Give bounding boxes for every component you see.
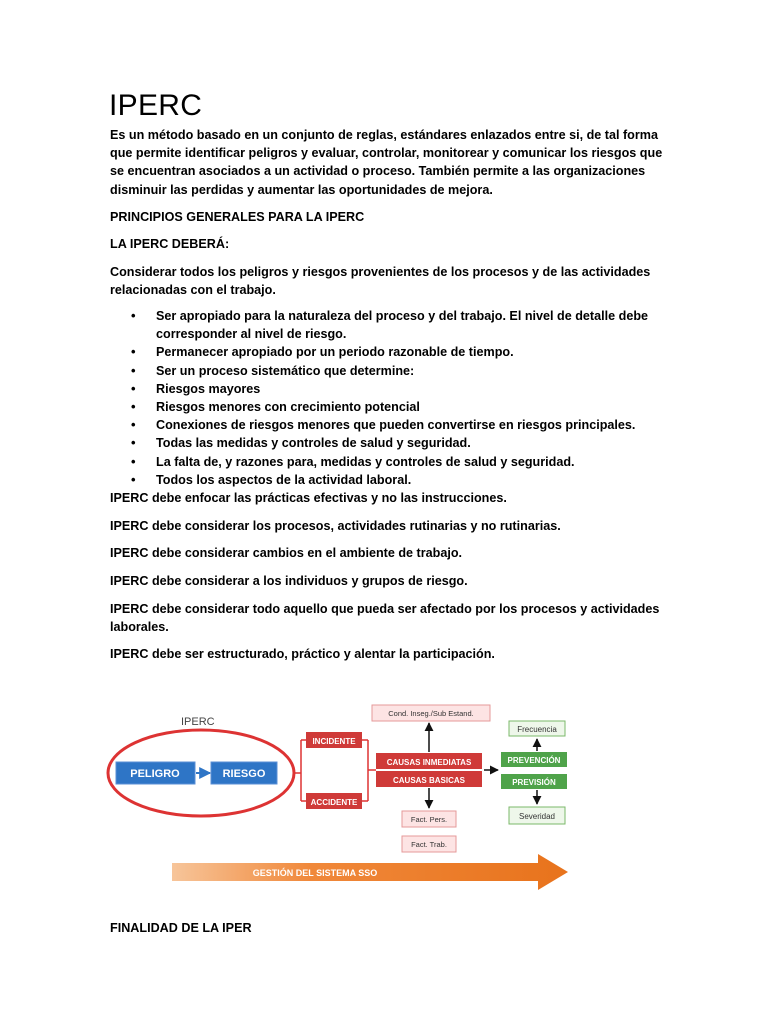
fact-trab-text: Fact. Trab. — [411, 840, 447, 849]
prevencion-text: PREVENCIÓN — [507, 756, 561, 765]
list-item: • Permanecer apropiado por un periodo razonable de tiempo. — [110, 343, 670, 361]
debera-heading: LA IPERC DEBERÁ: — [110, 237, 230, 251]
fact-pers-text: Fact. Pers. — [410, 815, 448, 824]
list-item: • Conexiones de riesgos menores que pueden convertirse en riesgos principales. — [110, 416, 670, 434]
statement: IPERC debe considerar a los individuos y grupos de riesgo. — [110, 574, 468, 588]
page-title: IPERC — [109, 89, 203, 122]
peligro-text: PELIGRO — [130, 768, 180, 780]
statement: IPERC debe considerar cambios en el ambiente de trabajo. — [110, 546, 463, 560]
considerar-paragraph: Considerar todos los peligros y riesgos provenientes de los procesos y de las actividades relacionadas con el trabajo. — [110, 265, 651, 298]
statement: IPERC debe enfocar las prácticas efectivas y no las instrucciones. — [110, 491, 507, 505]
iperc-diagram — [100, 700, 590, 900]
accidente-text: ACCIDENTE — [310, 798, 358, 807]
statement: IPERC debe ser estructurado, práctico y alentar la participación. — [110, 647, 495, 661]
list-item: • Ser un proceso sistemático que determine: — [110, 362, 670, 380]
diagram-label: IPERC — [181, 716, 215, 728]
list-item: • Riesgos mayores — [110, 380, 670, 398]
list-item: • Todos los aspectos de la actividad laboral. — [110, 471, 670, 489]
gestion-text: GESTIÓN DEL SISTEMA SSO — [252, 868, 378, 878]
principios-heading: PRINCIPIOS GENERALES PARA LA IPERC — [110, 210, 365, 224]
frecuencia-text: Frecuencia — [517, 725, 557, 734]
list-item: • Riesgos menores con crecimiento potencial — [110, 398, 670, 416]
finalidad-heading: FINALIDAD DE LA IPER — [110, 921, 252, 935]
list-item: • La falta de, y razones para, medidas y controles de salud y seguridad. — [110, 453, 670, 471]
severidad-text: Severidad — [518, 812, 556, 821]
statement: IPERC debe considerar todo aquello que pueda ser afectado por los procesos y actividades laborales. — [110, 602, 660, 635]
statement: IPERC debe considerar los procesos, actividades rutinarias y no rutinarias. — [110, 519, 561, 533]
list-item: • Ser apropiado para la naturaleza del proceso y del trabajo. El nivel de detalle debe corresponder al nivel de riesgo. — [110, 307, 670, 343]
causas-basicas-text: CAUSAS BASICAS — [392, 776, 466, 785]
incidente-text: INCIDENTE — [312, 737, 356, 746]
bullet-list — [110, 307, 670, 489]
causas-inmediatas-text: CAUSAS INMEDIATAS — [386, 758, 472, 767]
prevision-text: PREVISIÓN — [512, 778, 556, 787]
cond-inseg-text: Cond. Inseg./Sub Estand. — [388, 709, 474, 718]
intro-paragraph: Es un método basado en un conjunto de reglas, estándares enlazados entre si, de tal forma que permite identificar peligros y evaluar, controlar, monitorear y comunicar los riesgos que se encuentran asociados a un actividad o proceso. También permite a las organizaciones disminuir las perdidas y aumentar las oportunidades de mejora. — [110, 128, 663, 197]
list-item: • Todas las medidas y controles de salud y seguridad. — [110, 434, 670, 452]
riesgo-text: RIESGO — [222, 768, 266, 780]
